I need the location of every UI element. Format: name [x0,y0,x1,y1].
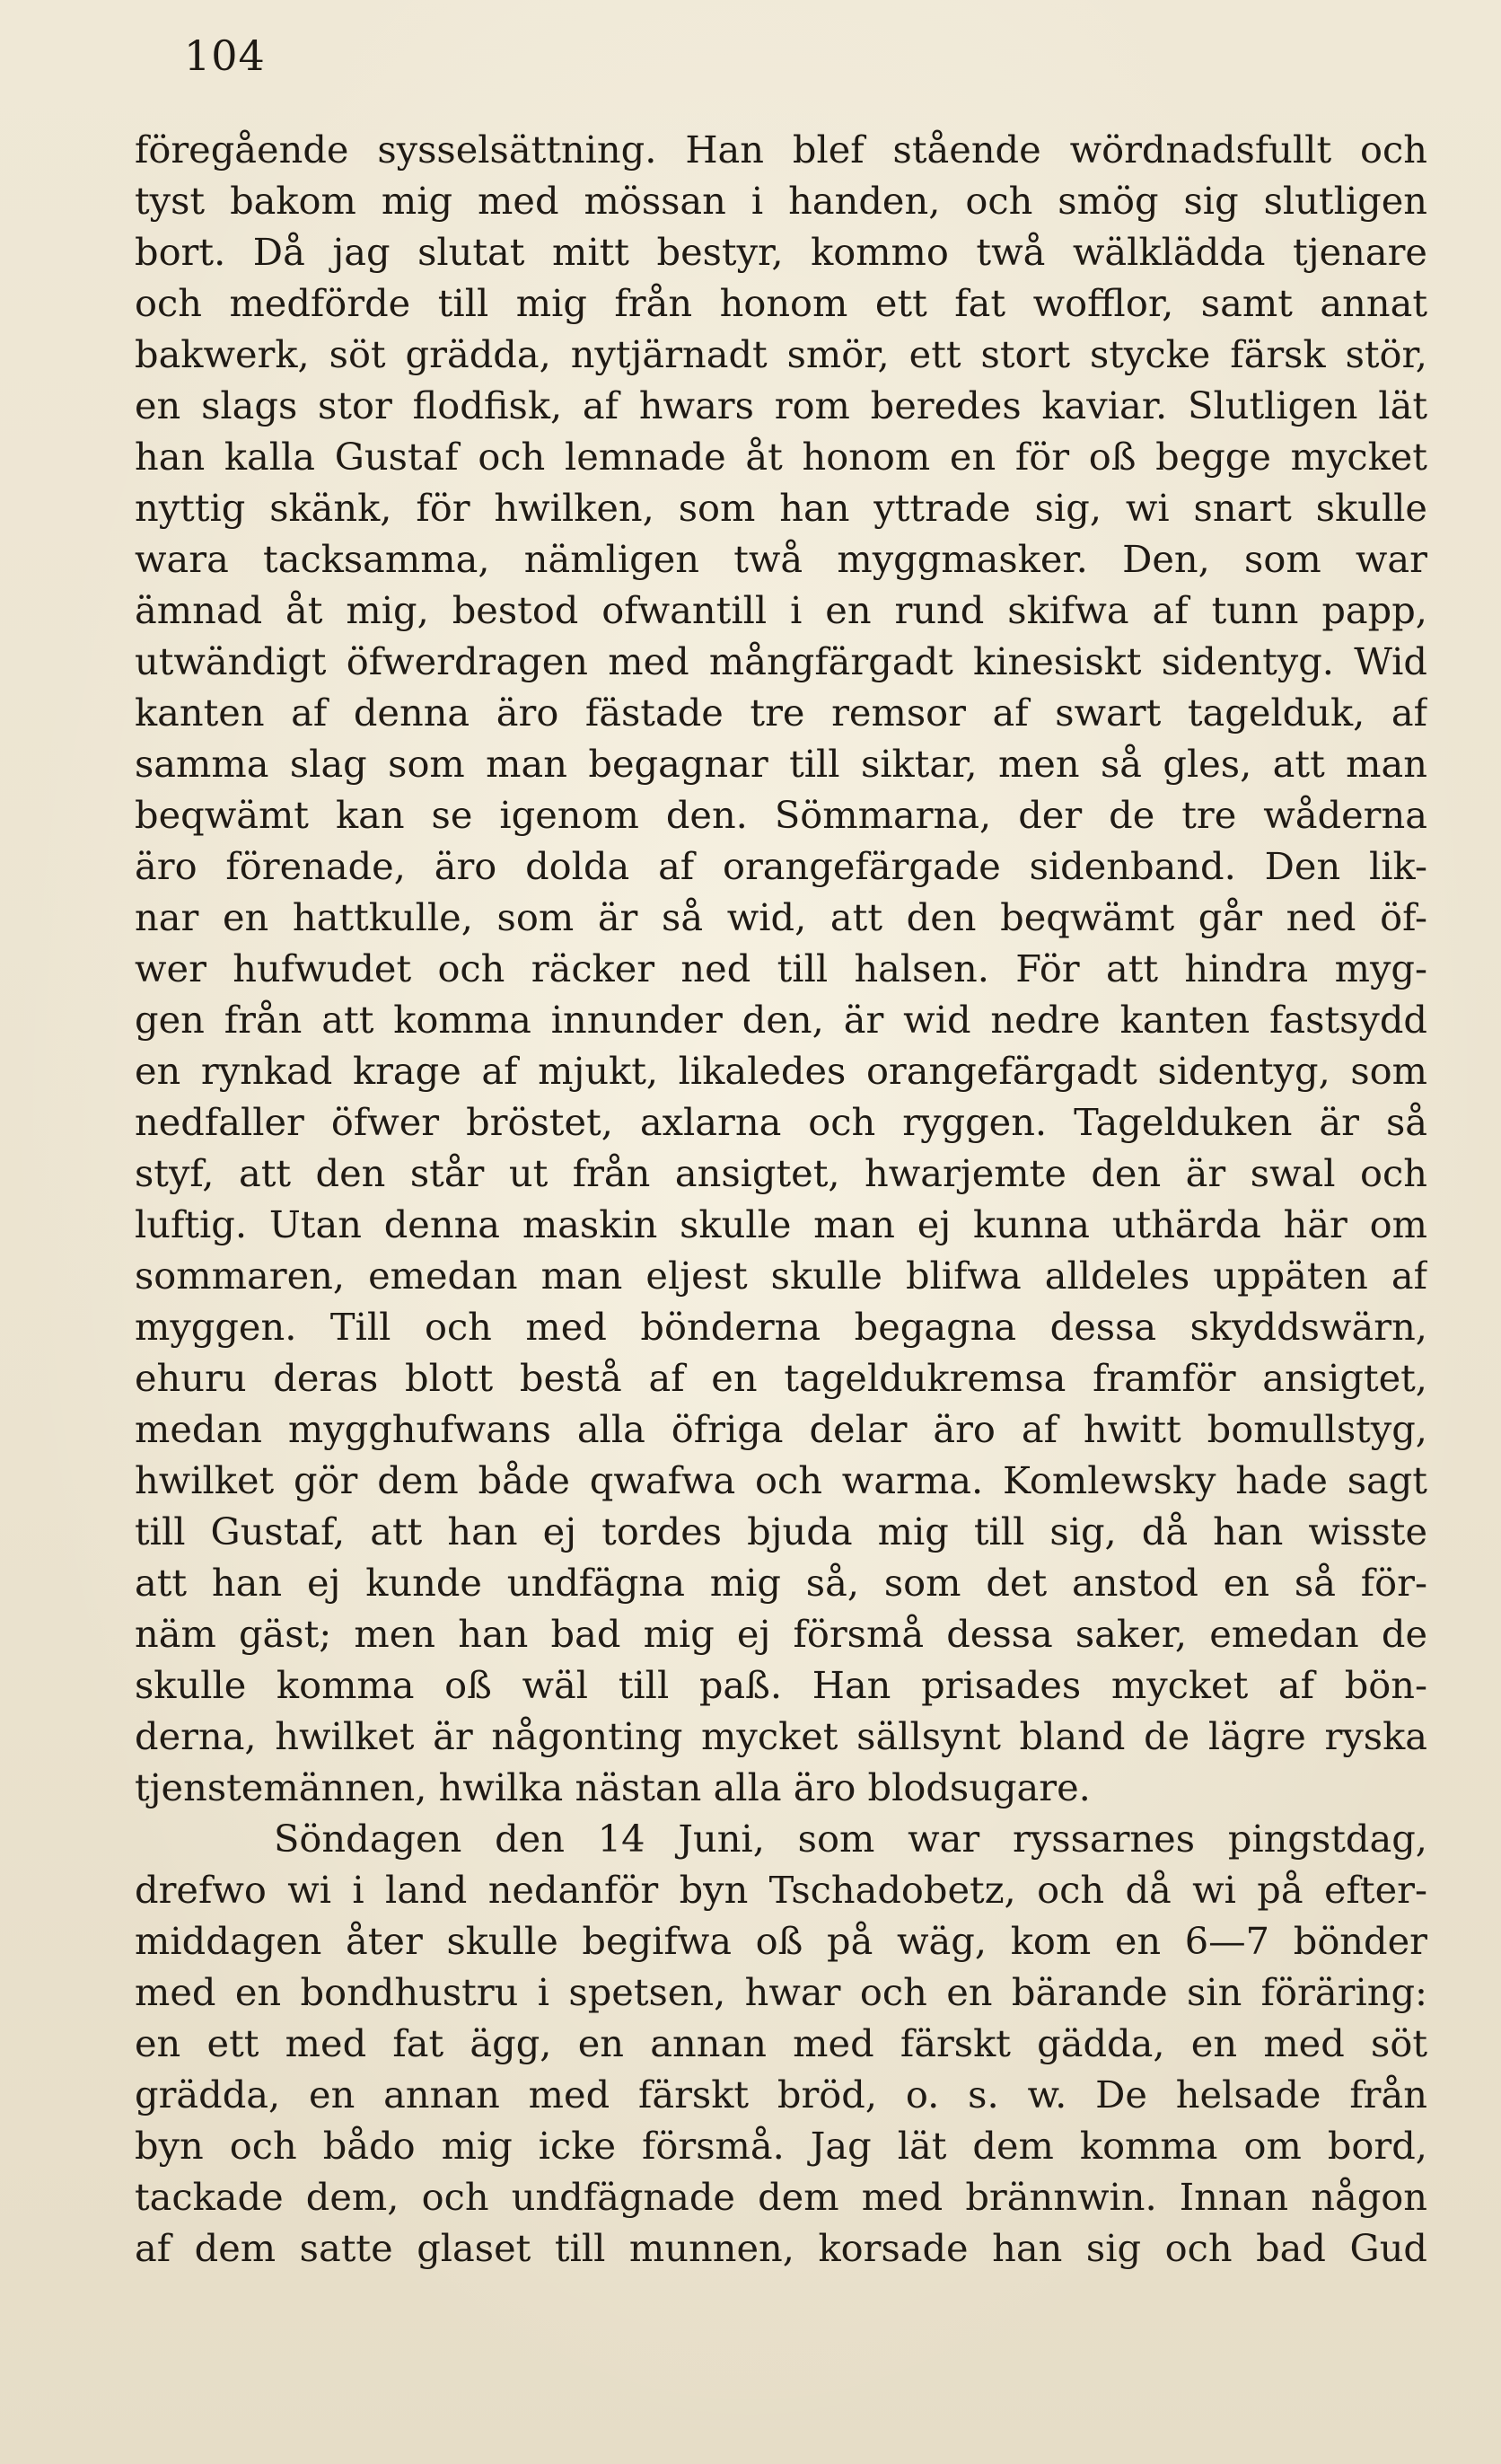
text-line: luftig. Utan denna maskin skulle man ej kunna uthärda här om [135,1202,1427,1246]
text-line: till Gustaf, att han ej tordes bjuda mig till sig, då han wisste [135,1509,1427,1553]
text-line: hwilket gör dem både qwafwa och warma. Komlewsky hade sagt [135,1458,1427,1502]
text-line: samma slag som man begagnar till siktar, men så gles, att man [135,742,1427,786]
text-line: beqwämt kan se igenom den. Sömmarna, der de tre wåderna [135,793,1427,837]
text-line: att han ej kunde undfägna mig så, som det anstod en så för- [135,1561,1427,1605]
text-line: grädda, en annan med färskt bröd, o. s. w. De helsade från [135,2072,1427,2116]
text-line: derna, hwilket är någonting mycket sällsynt bland de lägre ryska [135,1714,1427,1758]
text-line: näm gäst; men han bad mig ej försmå dessa saker, emedan de [135,1612,1427,1656]
text-line: nyttig skänk, för hwilken, som han yttrade sig, wi snart skulle [135,486,1427,530]
text-line-paragraph-end: tjenstemännen, hwilka nästan alla äro blodsugare. [135,1765,1091,1809]
text-line: bakwerk, söt grädda, nytjärnadt smör, ett stort stycke färsk stör, [135,332,1427,376]
text-line: med en bondhustru i spetsen, hwar och en bärande sin föräring: [135,1970,1427,2014]
text-line: utwändigt öfwerdragen med mångfärgadt kinesiskt sidentyg. Wid [135,639,1427,683]
text-line: ämnad åt mig, bestod ofwantill i en rund skifwa af tunn papp, [135,588,1427,632]
body-text [135,124,1427,2274]
text-line: en ett med fat ägg, en annan med färskt gädda, en med söt [135,2021,1427,2065]
text-line-paragraph-start: Söndagen den 14 Juni, som war ryssarnes pingstdag, [274,1817,1427,1861]
text-line: medan mygghufwans alla öfriga delar äro af hwitt bomullstyg, [135,1407,1427,1451]
text-line: en slags stor flodfisk, af hwars rom beredes kaviar. Slutligen lät [135,383,1427,427]
text-line: nar en hattkulle, som är så wid, att den beqwämt går ned öf- [135,895,1427,939]
text-line: en rynkad krage af mjukt, likaledes orangefärgadt sidentyg, som [135,1049,1427,1093]
text-line: middagen åter skulle begifwa oß på wäg, kom en 6—7 bönder [135,1919,1427,1963]
text-line: föregående sysselsättning. Han blef stående wördnadsfullt och [135,128,1427,172]
text-line: skulle komma oß wäl till paß. Han prisades mycket af bön- [135,1663,1427,1707]
page-number: 104 [184,31,266,80]
text-line: gen från att komma innunder den, är wid nedre kanten fastsydd [135,998,1427,1042]
text-line: kanten af denna äro fästade tre remsor af swart tagelduk, af [135,691,1427,735]
text-line: byn och bådo mig icke försmå. Jag lät dem komma om bord, [135,2124,1427,2168]
text-line: wara tacksamma, nämligen twå myggmasker. Den, som war [135,537,1427,581]
text-line: sommaren, emedan man eljest skulle blifwa alldeles uppäten af [135,1254,1427,1298]
text-line: af dem satte glaset till munnen, korsade han sig och bad Gud [135,2226,1427,2270]
text-line: han kalla Gustaf och lemnade åt honom en för oß begge mycket [135,435,1427,479]
text-line: ehuru deras blott bestå af en tageldukremsa framför ansigtet, [135,1356,1427,1400]
text-line: drefwo wi i land nedanför byn Tschadobetz, och då wi på efter- [135,1868,1427,1912]
text-line: tyst bakom mig med mössan i handen, och smög sig slutligen [135,179,1427,223]
text-line: nedfaller öfwer bröstet, axlarna och ryggen. Tagelduken är så [135,1100,1427,1144]
text-line: myggen. Till och med bönderna begagna dessa skyddswärn, [135,1305,1427,1349]
text-line: tackade dem, och undfägnade dem med brännwin. Innan någon [135,2175,1427,2219]
text-line: bort. Då jag slutat mitt bestyr, kommo twå wälklädda tjenare [135,230,1427,274]
text-line: wer hufwudet och räcker ned till halsen. För att hindra myg- [135,946,1427,990]
text-line: styf, att den står ut från ansigtet, hwarjemte den är swal och [135,1151,1427,1195]
text-line: äro förenade, äro dolda af orangefärgade sidenband. Den lik- [135,844,1427,888]
text-line: och medförde till mig från honom ett fat wofflor, samt annat [135,281,1427,325]
